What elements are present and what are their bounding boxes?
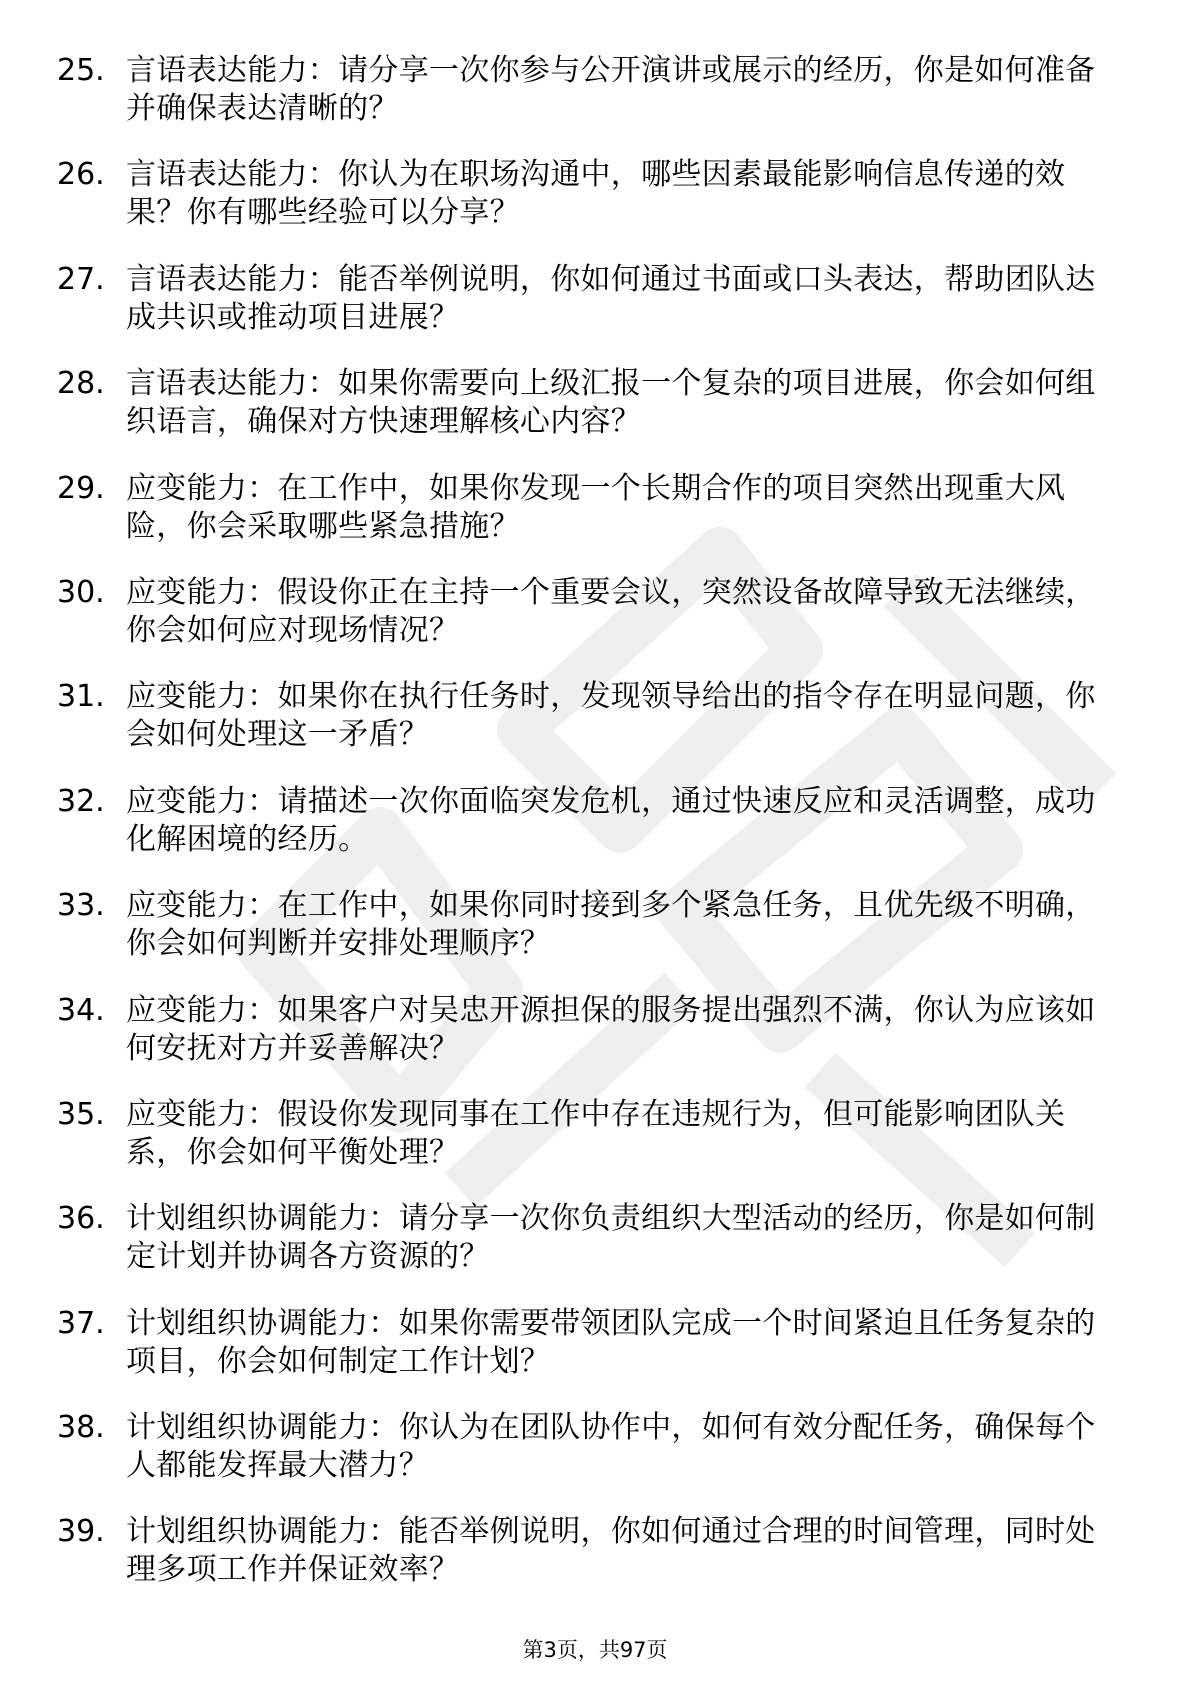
question-text: 应变能力：假设你发现同事在工作中存在违规行为，但可能影响团队关系，你会如何平衡处理？ (126, 1096, 1066, 1170)
question-item (0, 992, 1190, 1096)
question-number: 31. (57, 679, 105, 715)
question-text: 应变能力：请描述一次你面临突发危机，通过快速反应和灵活调整，成功化解困境的经历。 (126, 783, 1096, 857)
question-item (0, 783, 1190, 887)
question-text: 应变能力：如果你在执行任务时，发现领导给出的指令存在明显问题，你会如何处理这一矛盾？ (126, 679, 1096, 753)
question-item (0, 574, 1190, 678)
question-item (0, 1200, 1190, 1304)
question-text: 计划组织协调能力：你认为在团队协作中，如何有效分配任务，确保每个人都能发挥最大潜力？ (126, 1410, 1096, 1484)
question-number: 35. (57, 1096, 105, 1132)
question-text: 言语表达能力：请分享一次你参与公开演讲或展示的经历，你是如何准备并确保表达清晰的？ (126, 53, 1096, 126)
question-text: 应变能力：假设你正在主持一个重要会议，突然设备故障导致无法继续，你会如何应对现场情况？ (126, 574, 1096, 648)
question-item (0, 678, 1190, 782)
question-number: 33. (57, 888, 105, 924)
question-number: 25. (57, 53, 105, 88)
question-item (0, 470, 1190, 574)
question-text: 应变能力：在工作中，如果你发现一个长期合作的项目突然出现重大风险，你会采取哪些紧急措施？ (126, 470, 1066, 544)
question-number: 27. (57, 261, 105, 297)
question-item (0, 1096, 1190, 1200)
question-list (0, 52, 1190, 1618)
question-text: 应变能力：如果客户对吴忠开源担保的服务提出强烈不满，你认为应该如何安抚对方并妥善解决？ (126, 992, 1096, 1066)
question-text: 言语表达能力：如果你需要向上级汇报一个复杂的项目进展，你会如何组织语言，确保对方快速理解核心内容？ (126, 366, 1096, 440)
question-number: 32. (57, 783, 105, 819)
question-text: 言语表达能力：你认为在职场沟通中，哪些因素最能影响信息传递的效果？你有哪些经验可以分享？ (126, 157, 1066, 231)
question-text: 计划组织协调能力：能否举例说明，你如何通过合理的时间管理，同时处理多项工作并保证效率？ (126, 1514, 1096, 1588)
question-item (0, 1513, 1190, 1617)
question-item (0, 1409, 1190, 1513)
question-number: 36. (57, 1201, 105, 1237)
question-item (0, 1305, 1190, 1409)
question-text: 计划组织协调能力：如果你需要带领团队完成一个时间紧迫且任务复杂的项目，你会如何制定工作计划？ (126, 1305, 1096, 1379)
question-number: 30. (57, 574, 105, 610)
question-text: 计划组织协调能力：请分享一次你负责组织大型活动的经历，你是如何制定计划并协调各方资源的？ (126, 1201, 1096, 1275)
question-number: 28. (57, 366, 105, 402)
question-number: 34. (57, 992, 105, 1028)
question-item (0, 261, 1190, 365)
question-number: 26. (57, 157, 105, 193)
question-number: 37. (57, 1305, 105, 1341)
question-number: 38. (57, 1410, 105, 1446)
page-footer: 第3页，共97页 (522, 1638, 668, 1662)
question-item (0, 365, 1190, 469)
question-number: 39. (57, 1514, 105, 1550)
question-item (0, 52, 1190, 156)
question-item (0, 887, 1190, 991)
question-text: 应变能力：在工作中，如果你同时接到多个紧急任务，且优先级不明确，你会如何判断并安排处理顺序？ (126, 888, 1096, 962)
question-text: 言语表达能力：能否举例说明，你如何通过书面或口头表达，帮助团队达成共识或推动项目进展？ (126, 261, 1096, 335)
question-number: 29. (57, 470, 105, 506)
question-item (0, 156, 1190, 260)
